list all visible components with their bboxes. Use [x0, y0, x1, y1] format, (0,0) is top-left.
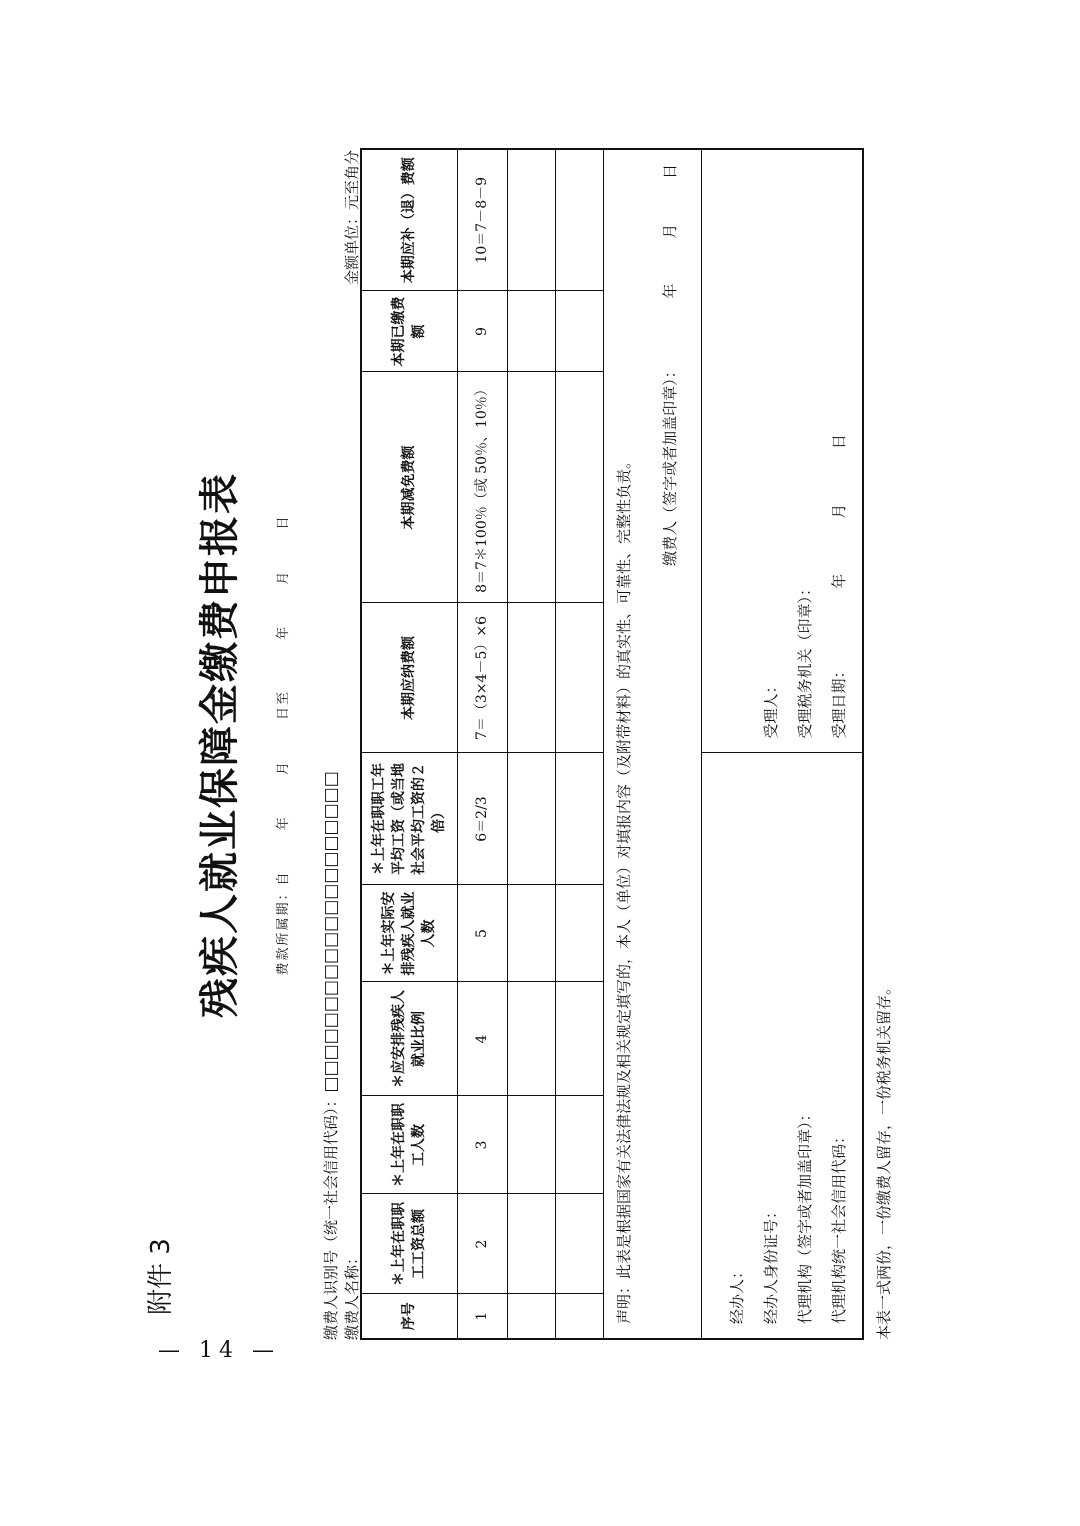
payer-id-label: 缴费人识别号（统一社会信用代码）：	[322, 1092, 340, 1340]
declaration-table	[360, 148, 864, 1340]
entry-cell[interactable]	[507, 1096, 555, 1194]
col-header: 本期已缴费额	[361, 291, 457, 372]
formula-cell: 8＝7＊100％（或 50％、10％）	[457, 372, 507, 603]
fee-period	[272, 150, 291, 1340]
declaration-cell	[603, 149, 701, 1339]
entry-cell[interactable]	[507, 372, 555, 603]
entry-cell[interactable]	[507, 1294, 555, 1339]
col-header: 本期应纳费额	[361, 603, 457, 753]
page-number: — 14 —	[158, 1338, 280, 1363]
decl-month: 月	[660, 223, 679, 239]
agency-label: 代理机构（签字或者加盖印章）：	[796, 1106, 814, 1324]
amount-unit: 金额单位：元至角分	[343, 150, 361, 286]
footnote: 本表一式两份，一份缴费人留存，一份税务机关留存。	[875, 979, 893, 1340]
receive-date-line	[822, 164, 856, 739]
agency-code-label: 代理机构统一社会信用代码：	[830, 1128, 848, 1324]
formula-cell: 4	[457, 982, 507, 1096]
entry-cell[interactable]	[507, 291, 555, 372]
entry-cell[interactable]	[555, 885, 603, 982]
decl-year: 年	[660, 283, 679, 299]
entry-cell[interactable]	[555, 982, 603, 1096]
receive-year: 年	[830, 573, 848, 589]
col-header: 本期应补（退）费额	[361, 149, 457, 291]
period-day-to: 日至	[276, 690, 291, 721]
period-label: 费款所属期：自	[276, 870, 291, 976]
entry-cell[interactable]	[555, 753, 603, 885]
declaration-row	[603, 149, 701, 1339]
receive-month: 月	[830, 503, 848, 519]
decl-day: 日	[660, 164, 679, 180]
col-header: 本期减免费额	[361, 372, 457, 603]
formula-cell: 9	[457, 291, 507, 372]
col-header: 序号	[361, 1294, 457, 1339]
entry-cell[interactable]	[555, 1096, 603, 1194]
formula-cell: 10＝7－8－9	[457, 149, 507, 291]
payer-signature-line	[660, 164, 680, 1324]
entry-cell[interactable]	[507, 603, 555, 753]
col-header: ＊上年在职职工年平均工资（或当地社会平均工资的２倍）	[361, 753, 457, 885]
header-row	[361, 149, 457, 1339]
entry-cell[interactable]	[555, 149, 603, 291]
table-row	[555, 149, 603, 1339]
entry-cell[interactable]	[555, 603, 603, 753]
col-header: ＊上年实际安排残疾人就业人数	[361, 885, 457, 982]
formula-row	[457, 149, 507, 1339]
formula-cell: 2	[457, 1194, 507, 1294]
payer-name-label: 缴费人名称：	[343, 1249, 361, 1340]
entry-cell[interactable]	[507, 982, 555, 1096]
payer-id-row	[320, 771, 341, 1340]
rotated-form	[140, 150, 900, 1340]
agent-cell	[701, 753, 863, 1339]
tax-office-label: 受理税务机关（印章）：	[796, 580, 814, 739]
receive-date-label: 受理日期：	[830, 663, 848, 739]
entry-cell[interactable]	[555, 1194, 603, 1294]
entry-cell[interactable]	[507, 753, 555, 885]
payer-id-boxes[interactable]: □□□□□□□□□□□□□□□□□□□□	[321, 771, 341, 1093]
handler-label: 经办人：	[728, 1263, 746, 1324]
formula-cell: 1	[457, 1294, 507, 1339]
entry-cell[interactable]	[555, 291, 603, 372]
entry-cell[interactable]	[507, 1194, 555, 1294]
period-month: 月	[276, 760, 291, 776]
period-month2: 月	[276, 569, 291, 585]
col-header: ＊上年在职职工人数	[361, 1096, 457, 1194]
entry-cell[interactable]	[507, 885, 555, 982]
tax-office-cell	[701, 149, 863, 753]
receiver-label: 受理人：	[762, 678, 780, 739]
entry-cell[interactable]	[555, 1294, 603, 1339]
formula-cell: 7＝（3×4－5）×6	[457, 603, 507, 753]
signature-row	[701, 149, 863, 1339]
period-day: 日	[276, 514, 291, 530]
formula-cell: 3	[457, 1096, 507, 1194]
handler-id-label: 经办人身份证号：	[762, 1203, 780, 1324]
period-year: 年	[276, 815, 291, 831]
attachment-label: 附件 3	[146, 1238, 176, 1315]
receive-day: 日	[830, 434, 848, 450]
payer-signer-label: 缴费人（签字或者加盖印章）：	[660, 363, 679, 566]
declaration-text: 声明：此表是根据国家有关法律法规及相关规定填写的，本人（单位）对填报内容（及附带材料）的真实性、可靠性、完整性负责。	[614, 453, 633, 1324]
table-row	[507, 149, 555, 1339]
entry-cell[interactable]	[507, 149, 555, 291]
col-header: ＊应安排残疾人就业比例	[361, 982, 457, 1096]
formula-cell: 6＝2/3	[457, 753, 507, 885]
period-year2: 年	[276, 624, 291, 640]
formula-cell: 5	[457, 885, 507, 982]
form-title: 残疾人就业保障金缴费申报表	[197, 472, 243, 1018]
entry-cell[interactable]	[555, 372, 603, 603]
col-header: ＊上年在职职工工资总额	[361, 1194, 457, 1294]
